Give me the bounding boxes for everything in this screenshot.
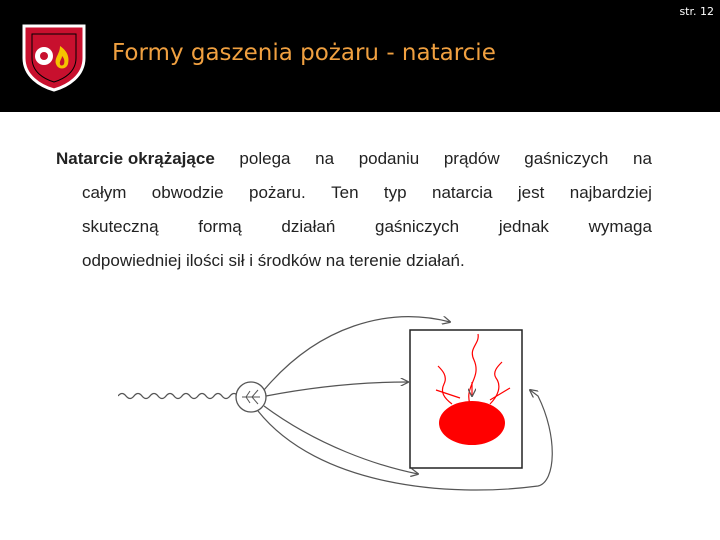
encircling-attack-diagram-icon bbox=[118, 286, 578, 510]
supply-hose-line bbox=[118, 394, 238, 399]
text-line-2 bbox=[56, 176, 652, 210]
word: gaśniczych bbox=[524, 149, 609, 168]
word: na bbox=[315, 149, 335, 168]
hose-line-bottom bbox=[264, 406, 418, 474]
page-number: str. 12 bbox=[679, 5, 714, 18]
word: pożaru. bbox=[249, 183, 306, 202]
word: formą bbox=[198, 217, 242, 236]
word: gaśniczych bbox=[375, 217, 460, 236]
word: najbardziej bbox=[569, 183, 652, 202]
word: całym bbox=[82, 183, 127, 202]
text-line-3 bbox=[56, 210, 652, 244]
word: działań bbox=[281, 217, 336, 236]
fire-brigade-logo-icon bbox=[18, 20, 90, 92]
word: natarcia bbox=[432, 183, 493, 202]
hose-line-left bbox=[266, 382, 408, 396]
word: jednak bbox=[498, 217, 549, 236]
slide-title: Formy gaszenia pożaru - natarcie bbox=[112, 40, 496, 66]
word: Ten bbox=[331, 183, 359, 202]
word: typ bbox=[383, 183, 407, 202]
word: prądów bbox=[443, 149, 500, 168]
text-line-1 bbox=[56, 142, 652, 176]
description-paragraph bbox=[56, 142, 652, 278]
word: podaniu bbox=[358, 149, 420, 168]
text-line-4: odpowiedniej ilości sił i środków na terenie działań. bbox=[82, 251, 465, 270]
slide-header bbox=[0, 0, 720, 112]
word: polega bbox=[239, 149, 291, 168]
word: obwodzie bbox=[151, 183, 224, 202]
slide-content bbox=[0, 112, 720, 540]
fire-spot bbox=[439, 401, 505, 445]
fire-area bbox=[410, 330, 522, 468]
word: skuteczną bbox=[82, 217, 159, 236]
term-bold: Natarcie okrążające bbox=[56, 149, 215, 168]
word: wymaga bbox=[588, 217, 652, 236]
word: na bbox=[633, 149, 652, 168]
word: jest bbox=[517, 183, 545, 202]
